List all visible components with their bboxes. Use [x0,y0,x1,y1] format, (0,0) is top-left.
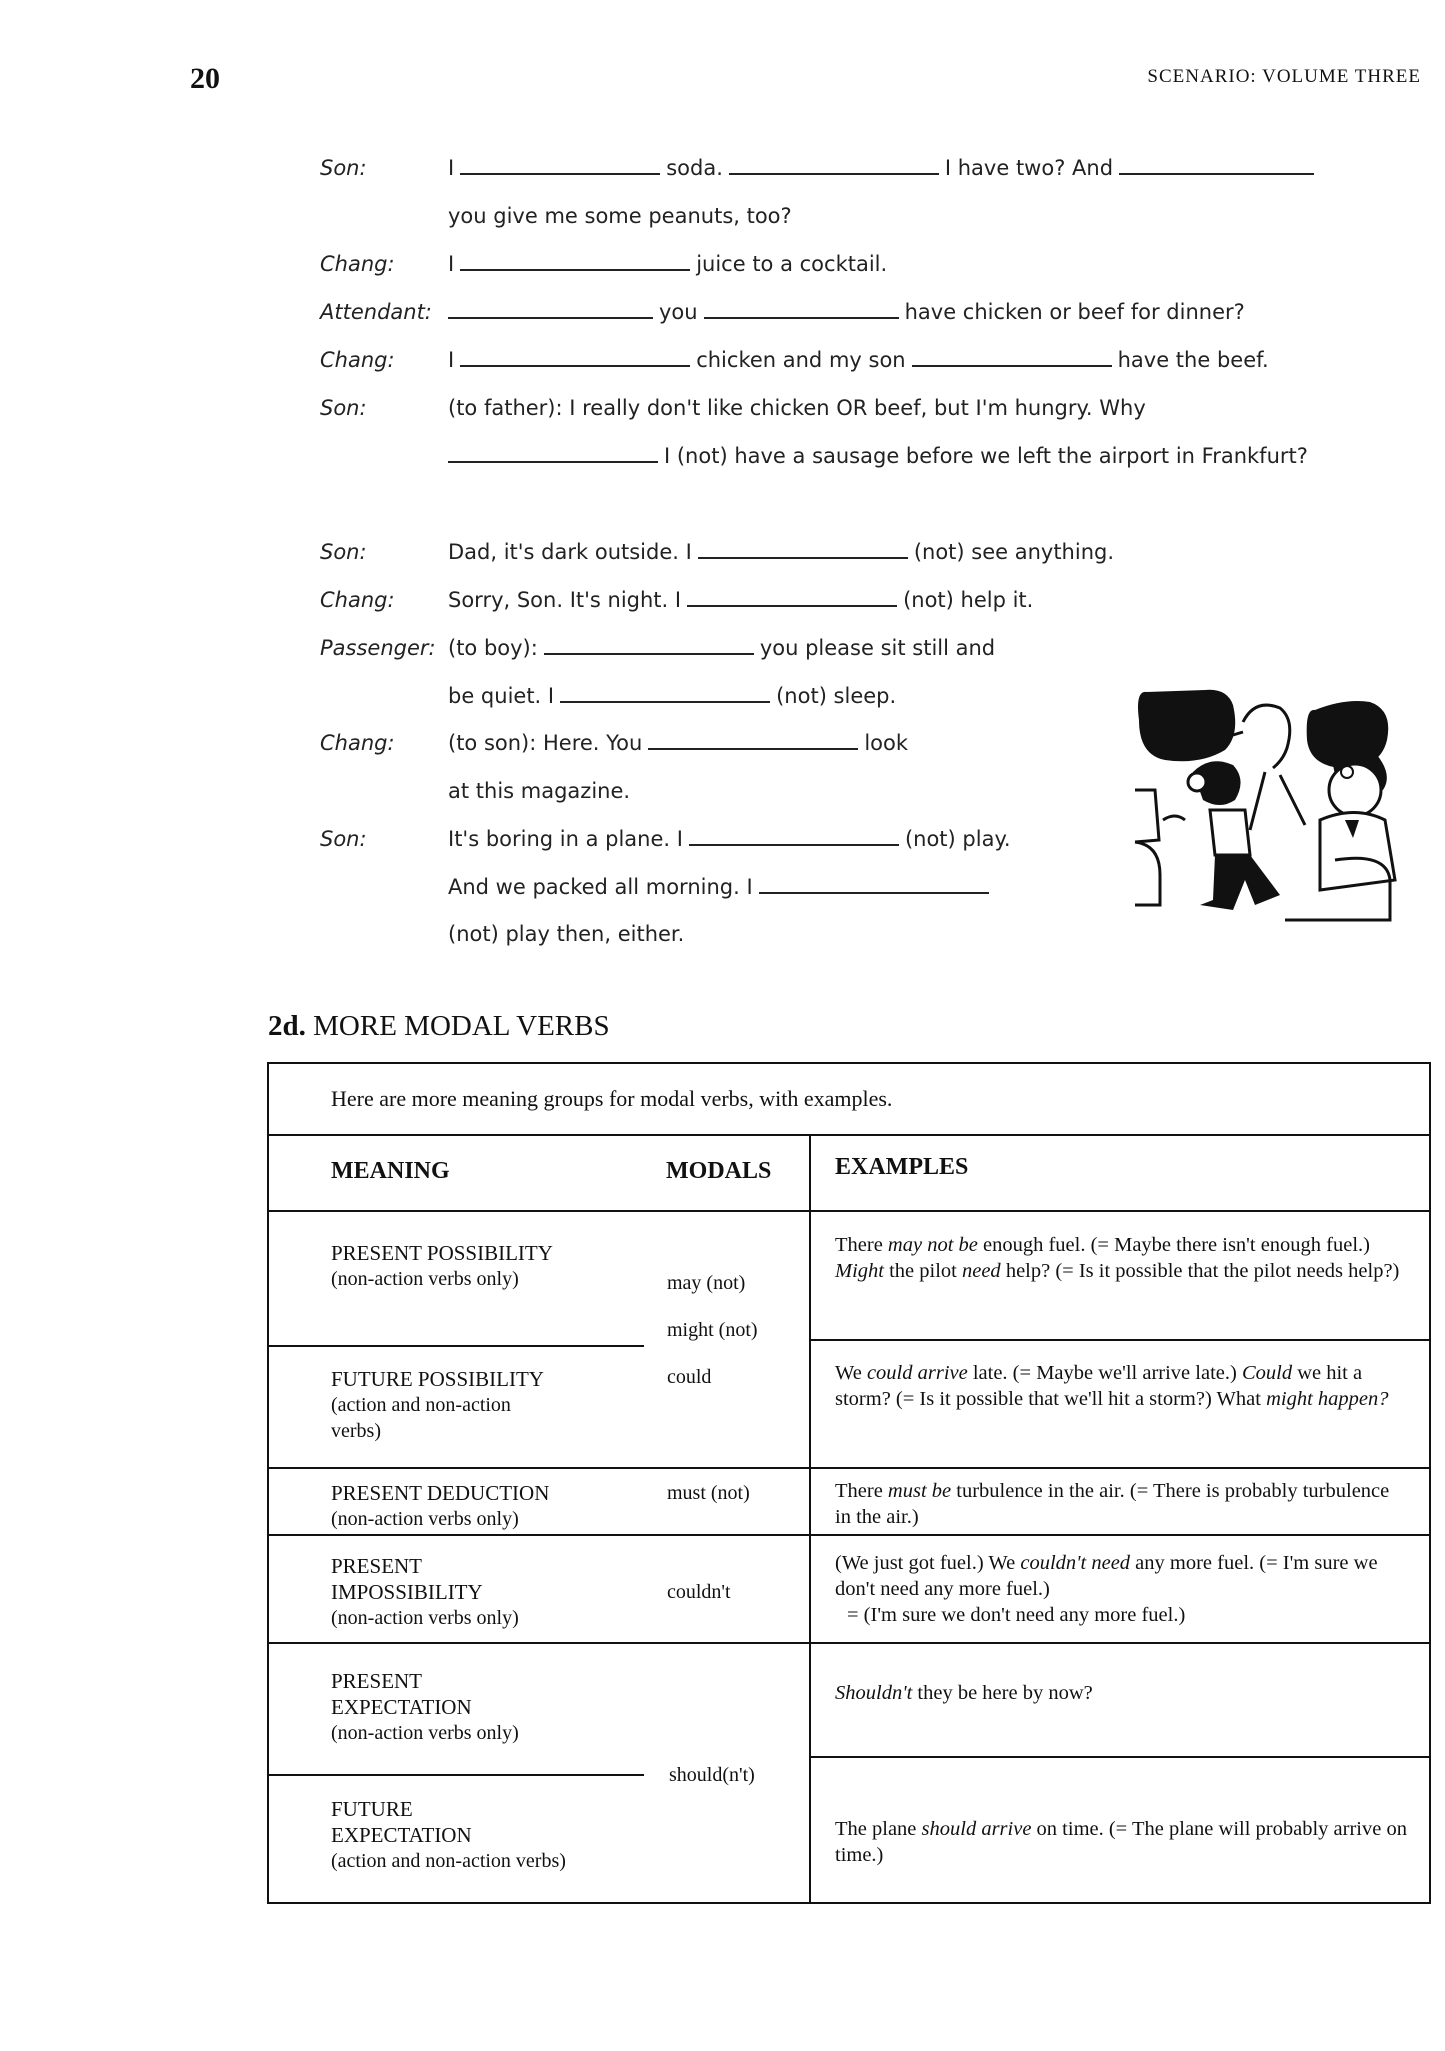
dialogue-line [448,444,1308,468]
modal-could: could [667,1366,712,1388]
example-emphasis: couldn't need [1020,1552,1131,1574]
meaning-note: (action and non-action verbs) [331,1394,511,1442]
meaning-note: (non-action verbs only) [331,1607,519,1629]
example-emphasis: may not be [887,1234,978,1256]
line-text: I (not) have a sausage before we left the airport in Frankfurt? [664,444,1308,468]
speaker-label: Son: [320,540,367,564]
blank-field[interactable] [560,700,770,703]
table-row-present-possibility [331,1240,553,1292]
modal-must: must (not) [667,1482,750,1504]
speaker-label: Son: [320,156,367,180]
line-text: look [864,731,909,755]
header-examples: EXAMPLES [835,1154,969,1180]
blank-field[interactable] [698,556,908,559]
line-text: And we packed all morning. I [448,875,753,899]
blank-field[interactable] [460,364,690,367]
meaning-title: EXPECTATION [331,1695,472,1719]
meaning-title: PRESENT DEDUCTION [331,1481,550,1505]
table-divider [269,1210,1431,1212]
header-meaning: MEANING [331,1158,450,1184]
line-text: Dad, it's dark outside. I [448,540,692,564]
meaning-divider [269,1345,644,1347]
speaker-label: Chang: [320,252,395,276]
dialogue-line [448,300,1245,324]
blank-field[interactable] [544,652,754,655]
table-row-future-possibility [331,1366,631,1444]
meaning-title: FUTURE POSSIBILITY [331,1367,544,1391]
blank-field[interactable] [1119,172,1314,175]
example-emphasis: could arrive [866,1362,968,1384]
blank-field[interactable] [912,364,1112,367]
example-emphasis: should arrive [921,1818,1032,1840]
example-text: There [835,1480,888,1502]
table-divider [269,1534,1431,1536]
table-row-present-impossibility [331,1553,519,1631]
line-text: (not) play. [904,827,1011,851]
meaning-note: (non-action verbs only) [331,1722,519,1744]
section-number: 2d. [268,1010,306,1042]
meaning-note: (non-action verbs only) [331,1268,519,1290]
header-modals: MODALS [666,1158,772,1184]
blank-field[interactable] [687,604,897,607]
dialogue-line [448,252,887,276]
section-title: MORE MODAL VERBS [313,1010,610,1042]
speaker-label: Chang: [320,731,395,755]
line-text: (not) sleep. [776,684,897,708]
meaning-title: IMPOSSIBILITY [331,1580,483,1604]
speaker-label: Attendant: [320,300,432,324]
line-text: (not) help it. [903,588,1034,612]
seat-back-left [1138,690,1235,761]
cartoon-illustration [1115,680,1425,930]
table-row-present-deduction [331,1480,549,1532]
line-text: be quiet. I [448,684,555,708]
example-text: on time. (= The plane will probably arrive on time.) [835,1818,1407,1866]
running-head: SCENARIO: VOLUME THREE [1147,66,1421,87]
example-present-possibility [835,1232,1410,1284]
dialogue-line [448,827,1011,851]
blank-field[interactable] [460,268,690,271]
example-text: enough fuel. (= Maybe there isn't enough fuel.) [977,1234,1370,1256]
blank-field[interactable] [729,172,939,175]
dialogue-line [448,731,908,755]
example-emphasis: need [961,1260,1001,1282]
line-text: you please sit still and [759,636,996,660]
examples-divider [809,1756,1431,1758]
example-present-expectation [835,1680,1410,1706]
speaker-label: Chang: [320,348,395,372]
line-text: I [448,156,455,180]
line-text: chicken and my son [696,348,906,372]
section-heading [268,1010,610,1043]
dialogue-line [448,875,995,899]
line-text: soda. [666,156,723,180]
dialogue-line: (to father): I really don't like chicken OR beef, but I'm hungry. Why [448,396,1146,420]
table-row-future-expectation [331,1796,566,1874]
meaning-title: EXPECTATION [331,1823,472,1847]
table-row-present-expectation [331,1668,519,1746]
speaker-label: Passenger: [320,636,436,660]
dialogue-line [448,348,1269,372]
meaning-title: FUTURE [331,1797,413,1821]
modal-should: should(n't) [669,1764,755,1786]
example-text: There [835,1234,888,1256]
dialogue-line: (not) play then, either. [448,922,685,946]
blank-field[interactable] [448,316,653,319]
example-text: they be here by now? [912,1682,1093,1704]
dialogue-line [448,636,995,660]
blank-field[interactable] [704,316,899,319]
meaning-title: PRESENT [331,1554,423,1578]
example-text: We [835,1362,867,1384]
line-text: have chicken or beef for dinner? [904,300,1245,324]
line-text: you [659,300,698,324]
line-text: I [448,252,455,276]
dialogue-line [448,156,1320,180]
example-text: = (I'm sure we don't need any more fuel.) [847,1604,1186,1626]
example-text: turbulence in the air. (= There is probably turbulence in the air.) [835,1480,1390,1528]
example-future-possibility [835,1360,1410,1412]
example-emphasis: must be [887,1480,952,1502]
table-divider [269,1134,1431,1136]
dialogue-line [448,588,1033,612]
blank-field[interactable] [689,843,899,846]
example-text: The plane [835,1818,922,1840]
example-emphasis: Shouldn't [835,1682,913,1704]
table-divider [269,1642,1431,1644]
page-number: 20 [190,62,220,95]
examples-divider [809,1339,1431,1341]
dialogue-line [448,540,1114,564]
table-intro: Here are more meaning groups for modal verbs, with examples. [331,1086,893,1111]
line-text: I [448,348,455,372]
table-divider [269,1467,1431,1469]
speaker-label: Chang: [320,588,395,612]
speaker-label: Son: [320,827,367,851]
meaning-divider [269,1774,644,1776]
blank-field[interactable] [759,891,989,894]
line-text: have the beef. [1117,348,1269,372]
example-text: late. (= Maybe we'll arrive late.) [967,1362,1242,1384]
example-text: help? (= Is it possible that the pilot needs help?) [1000,1260,1400,1282]
modal-might: might (not) [667,1319,758,1341]
example-text: any more fuel. (= I'm sure we don't need any more fuel.) [835,1552,1378,1600]
example-future-expectation [835,1816,1410,1868]
meaning-note: (non-action verbs only) [331,1508,519,1530]
modal-couldnt: couldn't [667,1581,731,1603]
blank-field[interactable] [460,172,660,175]
dialogue-line: you give me some peanuts, too? [448,204,792,228]
line-text: (to son): Here. You [448,731,643,755]
meaning-title: PRESENT POSSIBILITY [331,1241,553,1265]
meaning-note: (action and non-action verbs) [331,1850,566,1872]
blank-field[interactable] [448,460,658,463]
example-text: the pilot [883,1260,962,1282]
modal-may: may (not) [667,1272,746,1294]
speaker-label: Son: [320,396,367,420]
example-text: (We just got fuel.) We [835,1552,1021,1574]
line-text: (to boy): [448,636,538,660]
example-present-deduction [835,1478,1410,1530]
line-text: Sorry, Son. It's night. I [448,588,682,612]
example-present-impossibility [835,1550,1410,1628]
example-emphasis: Might [835,1260,884,1282]
example-emphasis: might happen? [1266,1388,1389,1410]
modal-verbs-table [267,1062,1431,1904]
dialogue-line [448,684,896,708]
example-emphasis: Could [1241,1362,1293,1384]
line-text: juice to a cocktail. [696,252,888,276]
dialogue-line: at this magazine. [448,779,631,803]
column-divider [809,1134,811,1904]
example-text: we hit a storm? (= Is it possible that we'll hit a storm?) What [835,1362,1363,1410]
line-text: I have two? And [944,156,1114,180]
meaning-title: PRESENT [331,1669,423,1693]
blank-field[interactable] [648,747,858,750]
line-text: It's boring in a plane. I [448,827,683,851]
line-text: (not) see anything. [913,540,1115,564]
